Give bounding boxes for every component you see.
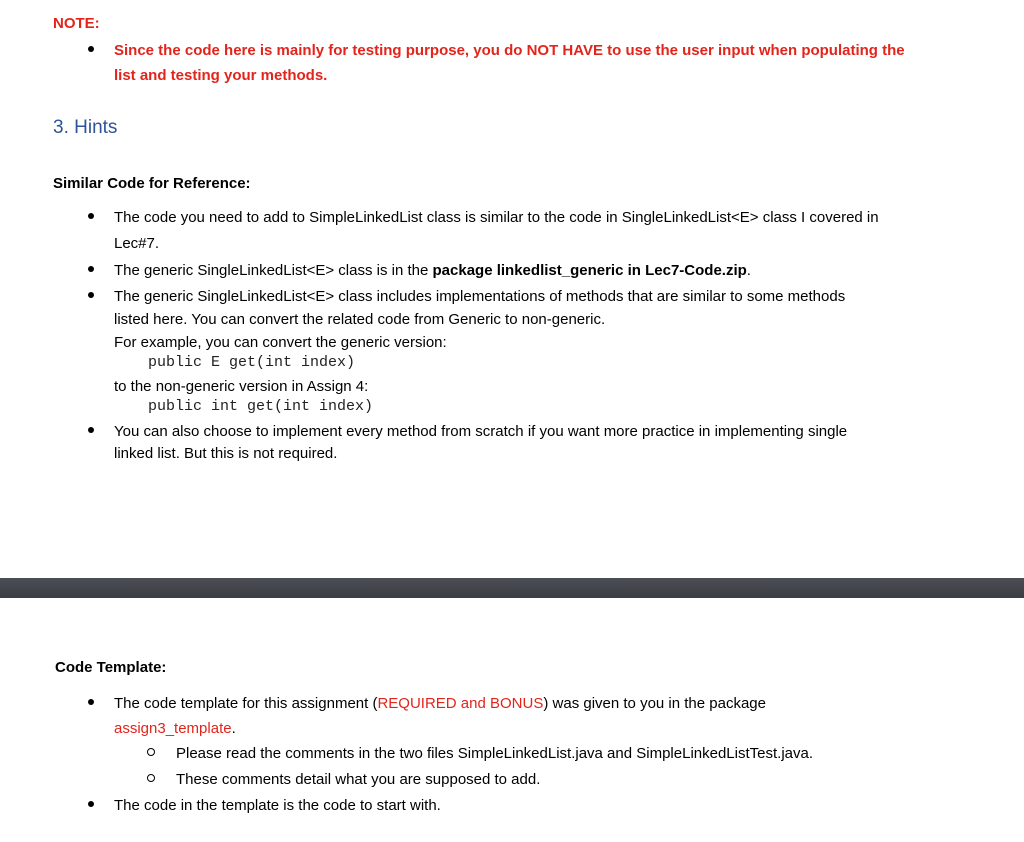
sub-bullet-circle (147, 748, 155, 756)
bullet (88, 266, 94, 272)
bullet (88, 46, 94, 52)
hint-bullet-2-bold: package linkedlist_generic in Lec7-Code.zip (432, 262, 747, 279)
subheading-code-template: Code Template: (55, 659, 167, 676)
hint-bullet-2-end: . (746, 262, 751, 279)
template-text: ) was given to you in the package (543, 695, 766, 712)
template-bullet-1-line-1 (114, 692, 766, 715)
section-heading-hints: 3. Hints (53, 117, 118, 138)
template-sub-bullet-2: These comments detail what you are supposed to add. (176, 771, 541, 788)
page-separator (0, 578, 1024, 598)
subheading-similar-code: Similar Code for Reference: (53, 175, 251, 192)
template-bullet-2: The code in the template is the code to start with. (114, 797, 441, 814)
template-required-bonus: REQUIRED and BONUS (377, 695, 544, 712)
bullet (88, 213, 94, 219)
note-text-line-2: list and testing your methods. (114, 67, 328, 84)
hint-bullet-4-line-1: You can also choose to implement every method from scratch if you want more practice in implementing single (114, 423, 848, 440)
template-sub-bullet-1: Please read the comments in the two files SimpleLinkedList.java and SimpleLinkedListTest.java. (176, 745, 814, 762)
template-package-name: assign3_template (114, 720, 232, 737)
hint-bullet-3-line-3: For example, you can convert the generic version: (114, 334, 447, 351)
note-text-line-1: Since the code here is mainly for testing purpose, you do NOT HAVE to use the user input when populating the (114, 42, 905, 59)
hint-bullet-3-line-1: The generic SingleLinkedList<E> class includes implementations of methods that are similar to some methods (114, 288, 846, 305)
hint-bullet-1-line-2: Lec#7. (114, 235, 160, 252)
bullet (88, 292, 94, 298)
document-page-lower (0, 598, 1024, 842)
template-text: The code template for this assignment ( (114, 695, 378, 712)
note-title: NOTE: (53, 15, 100, 32)
hint-bullet-2-text: The generic SingleLinkedList<E> class is in the (114, 262, 433, 279)
bullet (88, 427, 94, 433)
code-generic-signature: public E get(int index) (148, 354, 356, 371)
template-bullet-1-line-2 (114, 717, 236, 740)
sub-bullet-circle (147, 774, 155, 782)
code-non-generic-signature: public int get(int index) (148, 398, 374, 415)
hint-bullet-3-line-2: listed here. You can convert the related code from Generic to non-generic. (114, 311, 606, 328)
hint-bullet-3-line-4: to the non-generic version in Assign 4: (114, 378, 369, 395)
bullet (88, 699, 94, 705)
template-text: . (231, 720, 236, 737)
hint-bullet-4-line-2: linked list. But this is not required. (114, 445, 338, 462)
hint-bullet-1-line-1: The code you need to add to SimpleLinkedList class is similar to the code in SingleLinkedList<E> class I covered in (114, 209, 879, 226)
hint-bullet-2 (114, 259, 751, 282)
bullet (88, 801, 94, 807)
